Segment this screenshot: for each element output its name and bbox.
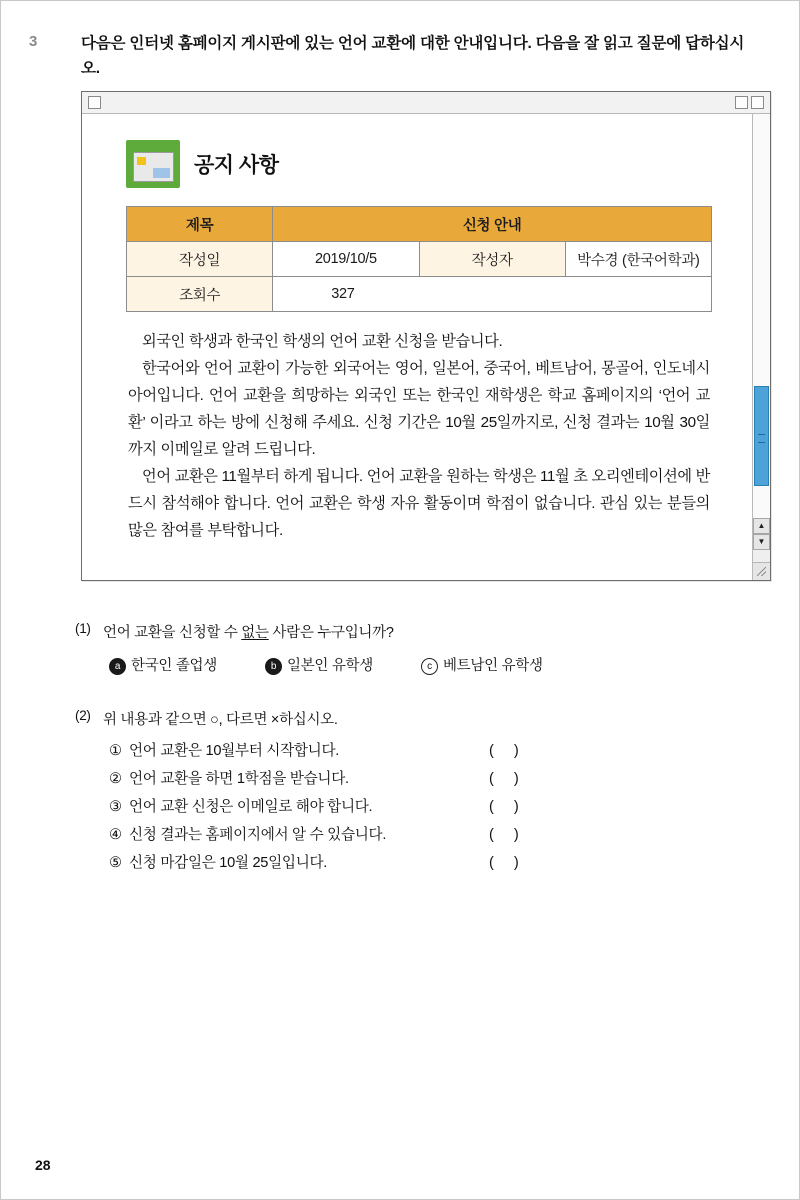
sub-question-1-choices <box>109 654 759 675</box>
minimize-box-icon[interactable] <box>735 96 748 109</box>
ox-answer-box[interactable]: ( ) <box>489 743 527 759</box>
ox-answer-box[interactable]: ( ) <box>489 799 527 815</box>
ox-answer-box[interactable]: ( ) <box>489 855 527 871</box>
cell-date-value: 2019/10/5 <box>273 242 419 277</box>
sub-question-2 <box>75 708 759 879</box>
sub-question-1 <box>75 621 759 675</box>
choice-b-marker: b <box>265 658 282 675</box>
choice-b[interactable] <box>265 654 373 675</box>
cell-views-value: 327 <box>273 277 712 312</box>
choice-a[interactable] <box>109 654 217 675</box>
sub-question-2-text: 위 내용과 같으면 ○, 다르면 ×하십시오. <box>103 712 338 728</box>
ox-marker: ④ <box>109 827 122 843</box>
window-box-icon[interactable] <box>88 96 101 109</box>
notice-heading <box>126 140 730 188</box>
ox-marker: ⑤ <box>109 855 122 871</box>
choice-c-label: 베트남인 유학생 <box>442 658 543 674</box>
ox-label: 언어 교환을 하면 1학점을 받습니다. <box>129 771 349 787</box>
vertical-scrollbar[interactable] <box>752 114 770 580</box>
maximize-box-icon[interactable] <box>751 96 764 109</box>
sub-question-2-line <box>75 708 759 729</box>
ox-marker: ③ <box>109 799 122 815</box>
sub-question-1-text: 언어 교환을 신청할 수 없는 사람은 누구입니까? <box>103 625 394 641</box>
sub-question-1-line <box>75 621 759 642</box>
cell-author-label: 작성자 <box>419 242 565 277</box>
choice-a-marker: a <box>109 658 126 675</box>
window-controls[interactable] <box>735 96 764 109</box>
question-number: 3 <box>29 33 38 50</box>
table-row <box>127 277 712 312</box>
ox-marker: ① <box>109 743 122 759</box>
notice-info-table <box>126 206 712 312</box>
choice-c[interactable] <box>421 654 543 675</box>
question-header <box>29 31 759 81</box>
ox-list <box>109 739 759 872</box>
page-number: 28 <box>35 1157 51 1173</box>
notice-paragraph-2: 한국어와 언어 교환이 가능한 외국어는 영어, 일본어, 중국어, 베트남어, 몽골어, 인도네시아어입니다. 언어 교환을 희망하는 외국인 또는 한국인 재학생은 학교 홈페이지의 ‘언어 교환’ 이라고 하는 방에 신청해 주세요. 신청 기간은 10월 25일까지로, 신청 결과는 10월 30일까지 이메일로 알려 드립니다. <box>128 360 710 459</box>
ox-label: 신청 마감일은 10월 25일입니다. <box>129 855 328 871</box>
table-header-subject: 신청 안내 <box>273 207 712 242</box>
resize-grip-icon[interactable] <box>753 562 770 580</box>
sub-question-2-number: (2) <box>75 708 91 723</box>
notice-content <box>82 114 752 580</box>
ox-marker: ② <box>109 771 122 787</box>
table-header-title: 제목 <box>127 207 273 242</box>
sub-question-1-number: (1) <box>75 621 91 636</box>
list-item <box>109 795 759 816</box>
table-row <box>127 242 712 277</box>
list-item <box>109 767 759 788</box>
notice-paragraph-1: 외국인 학생과 한국인 학생의 언어 교환 신청을 받습니다. <box>142 333 503 350</box>
choice-b-label: 일본인 유학생 <box>286 658 373 674</box>
choice-c-marker: c <box>421 658 438 675</box>
ox-answer-box[interactable]: ( ) <box>489 827 527 843</box>
cell-views-label: 조회수 <box>127 277 273 312</box>
scroll-up-arrow-icon[interactable]: ▲ <box>753 518 770 534</box>
scrollbar-thumb[interactable] <box>754 386 769 486</box>
window-body <box>82 114 770 580</box>
table-row <box>127 207 712 242</box>
ox-answer-box[interactable]: ( ) <box>489 771 527 787</box>
list-item <box>109 823 759 844</box>
list-item <box>109 851 759 872</box>
notice-title: 공지 사항 <box>194 154 279 177</box>
scroll-down-arrow-icon[interactable]: ▼ <box>753 534 770 550</box>
notice-board-icon <box>126 140 180 188</box>
question-prompt: 다음은 인터넷 홈페이지 게시판에 있는 언어 교환에 대한 안내입니다. 다음을 잘 읽고 질문에 답하십시오. <box>81 35 745 78</box>
ox-label: 신청 결과는 홈페이지에서 알 수 있습니다. <box>129 827 387 843</box>
cell-author-value: 박수경 (한국어학과) <box>565 242 711 277</box>
window-titlebar[interactable] <box>82 92 770 114</box>
browser-window <box>81 91 771 581</box>
choice-a-label: 한국인 졸업생 <box>131 658 217 674</box>
cell-date-label: 작성일 <box>127 242 273 277</box>
ox-label: 언어 교환은 10월부터 시작합니다. <box>129 743 340 759</box>
ox-label: 언어 교환 신청은 이메일로 해야 합니다. <box>129 799 373 815</box>
list-item <box>109 739 759 760</box>
notice-paragraph-3: 언어 교환은 11월부터 하게 됩니다. 언어 교환을 원하는 학생은 11월 초 오리엔테이션에 반드시 참석해야 합니다. 언어 교환은 학생 자유 활동이며 학점이 없습니다. 관심 있는 분들의 많은 참여를 부탁합니다. <box>128 468 710 540</box>
